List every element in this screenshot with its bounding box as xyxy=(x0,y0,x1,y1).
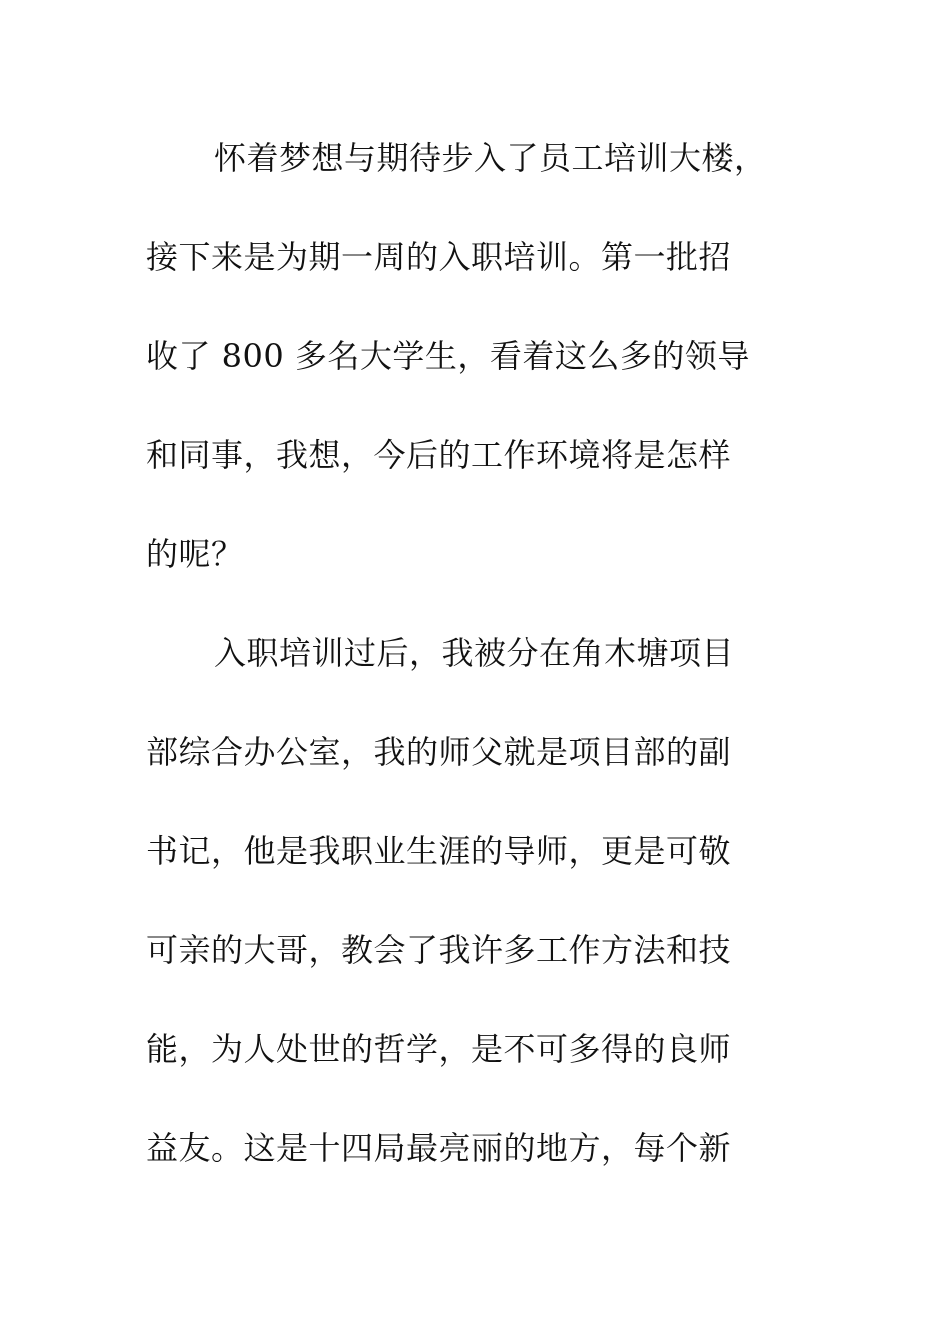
paragraph-2 xyxy=(146,623,786,1217)
text-line: 怀着梦想与期待步入了员工培训大楼， xyxy=(214,139,767,177)
text-line: 和同事，我想，今后的工作环境将是怎样 xyxy=(146,436,732,474)
text-line: 接下来是为期一周的入职培训。第一批招 xyxy=(146,238,732,276)
paragraph-1 xyxy=(146,128,786,623)
text-line: 能，为人处世的哲学，是不可多得的良师 xyxy=(146,1030,732,1068)
text-line: 书记，他是我职业生涯的导师，更是可敬 xyxy=(146,832,732,870)
document-body xyxy=(146,128,786,1217)
text-line: 入职培训过后，我被分在角木塘项目 xyxy=(214,634,735,672)
text-line: 益友。这是十四局最亮丽的地方，每个新 xyxy=(146,1129,732,1167)
text-line: 的呢？ xyxy=(146,535,244,573)
text-line: 可亲的大哥，教会了我许多工作方法和技 xyxy=(146,931,732,969)
text-line: 收了 800 多名大学生，看着这么多的领导 xyxy=(146,337,750,375)
text-line: 部综合办公室，我的师父就是项目部的副 xyxy=(146,733,732,771)
